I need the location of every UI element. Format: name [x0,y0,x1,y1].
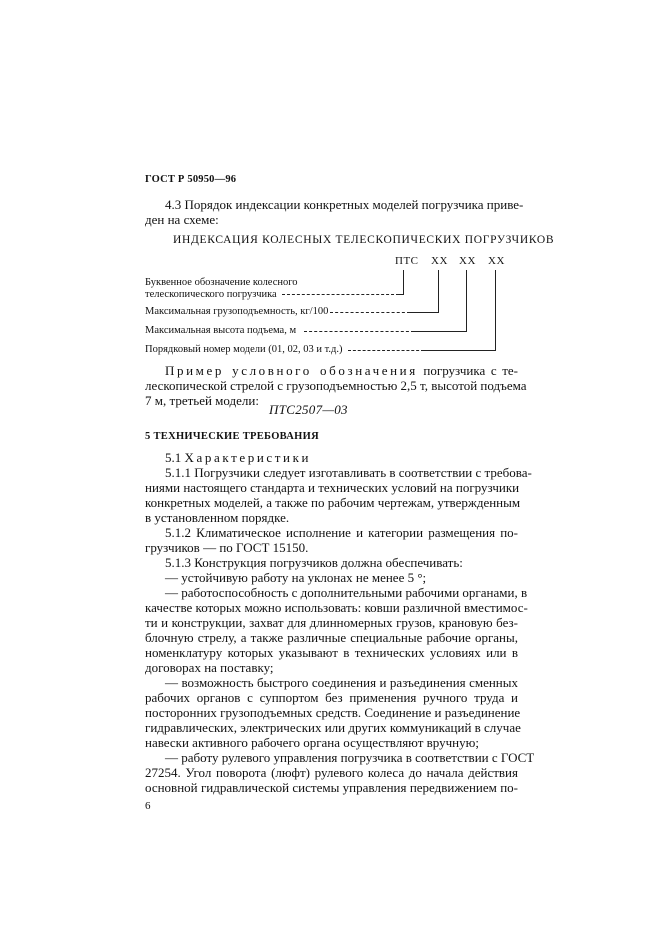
section-5-line-5: 5.1.2 Климатическое исполнение и категории размещения по- [165,525,518,540]
scheme-leader-model-end [424,350,495,351]
clause-4-3-line-1: 4.3 Порядок индексации конкретных моделей погрузчика приве- [165,197,524,212]
section-5-line-8: — устойчивую работу на уклонах не менее 5 °; [165,570,427,585]
section-5-line-9: — работоспособность с дополнительными рабочими органами, в [165,585,528,600]
section-5-line-11: ти и конструкции, захват для длинномерных грузов, крановую без- [145,615,518,630]
scheme-connector-model [495,270,496,351]
section-5-line-6: грузчиков — по ГОСТ 15150. [145,540,309,555]
example-line-1 [165,363,518,378]
scheme-leader-type [282,294,399,295]
scheme-leader-model [348,350,424,351]
scheme-code-capacity: XX [431,255,448,267]
section-5-line-18: гидравлических, электрических или других коммуникаций в случае [145,720,521,735]
section-5-line-16: рабочих органов с суппортом без применения ручного труда и [145,690,518,705]
scheme-title: ИНДЕКСАЦИЯ КОЛЕСНЫХ ТЕЛЕСКОПИЧЕСКИХ ПОГРУЗЧИКОВ [173,234,555,246]
section-5-line-7: 5.1.3 Конструкция погрузчиков должна обеспечивать: [165,555,463,570]
example-formula: ПТС2507—03 [269,402,348,417]
section-5-line-15: — возможность быстрого соединения и разъединения сменных [165,675,518,690]
section-5-line-12: блочную стрелу, а также различные специальные рабочие органы, [145,630,518,645]
scheme-leader-height [304,331,414,332]
section-5-line-13: номенклатуру которых указывают в технических условиях или в [145,645,518,660]
scheme-connector-height [466,270,467,332]
scheme-label-model-number: Порядковый номер модели (01, 02, 03 и т.д.) [145,344,343,355]
scheme-code-ptc: ПТС [395,255,419,267]
section-5-line-3: конкретных моделей, а также по рабочим чертежам, утвержденным [145,495,521,510]
section-5-line-10: качестве которых можно использовать: ковши различной вместимос- [145,600,528,615]
scheme-leader-capacity [330,312,410,313]
scheme-connector-capacity [438,270,439,313]
scheme-label-capacity: Максимальная грузоподъемность, кг/100 [145,306,329,317]
scheme-label-type-2: телескопического погрузчика [145,289,277,300]
section-5-line-17: посторонних грузоподъемных средств. Соединение и разъединение [145,705,521,720]
section-5-line-22: основной гидравлической системы управления передвижением по- [145,780,518,795]
example-heading: Пример условного обозначения [165,363,418,378]
section-5-line-20: — работу рулевого управления погрузчика в соответствии с ГОСТ [165,750,535,765]
section-5-line-19: навески активного рабочего органа осуществляют вручную; [145,735,479,750]
section-5-line-2: ниями настоящего стандарта и технических условий на погрузчики [145,480,520,495]
document-header: ГОСТ Р 50950—96 [145,174,237,185]
subsection-5-1-number: 5.1 [165,450,185,465]
subsection-5-1-title [165,450,518,465]
example-line-2: лескопической стрелой с грузоподъемностью 2,5 т, высотой подъема [145,378,527,393]
section-5-line-14: договорах на поставку; [145,660,274,675]
section-5-line-4: в установленном порядке. [145,510,290,525]
page-number: 6 [145,800,151,812]
scheme-code-model: XX [488,255,505,267]
scheme-leader-capacity-end [410,312,438,313]
example-line-1-rest: погрузчика с те- [417,363,518,378]
scheme-leader-height-end [414,331,466,332]
section-5-line-1: 5.1.1 Погрузчики следует изготавливать в соответствии с требова- [165,465,532,480]
subsection-5-1-heading: Характеристики [184,450,312,465]
section-5-line-21: 27254. Угол поворота (люфт) рулевого колеса до начала действия [145,765,518,780]
scheme-connector-type [403,270,404,295]
scheme-code-height: XX [459,255,476,267]
clause-4-3-line-2: ден на схеме: [145,212,219,227]
scheme-label-type-1: Буквенное обозначение колесного [145,277,298,288]
scheme-label-height: Максимальная высота подъема, м [145,325,297,336]
example-line-3: 7 м, третьей модели: [145,393,259,408]
section-5-title: 5 ТЕХНИЧЕСКИЕ ТРЕБОВАНИЯ [145,431,319,442]
